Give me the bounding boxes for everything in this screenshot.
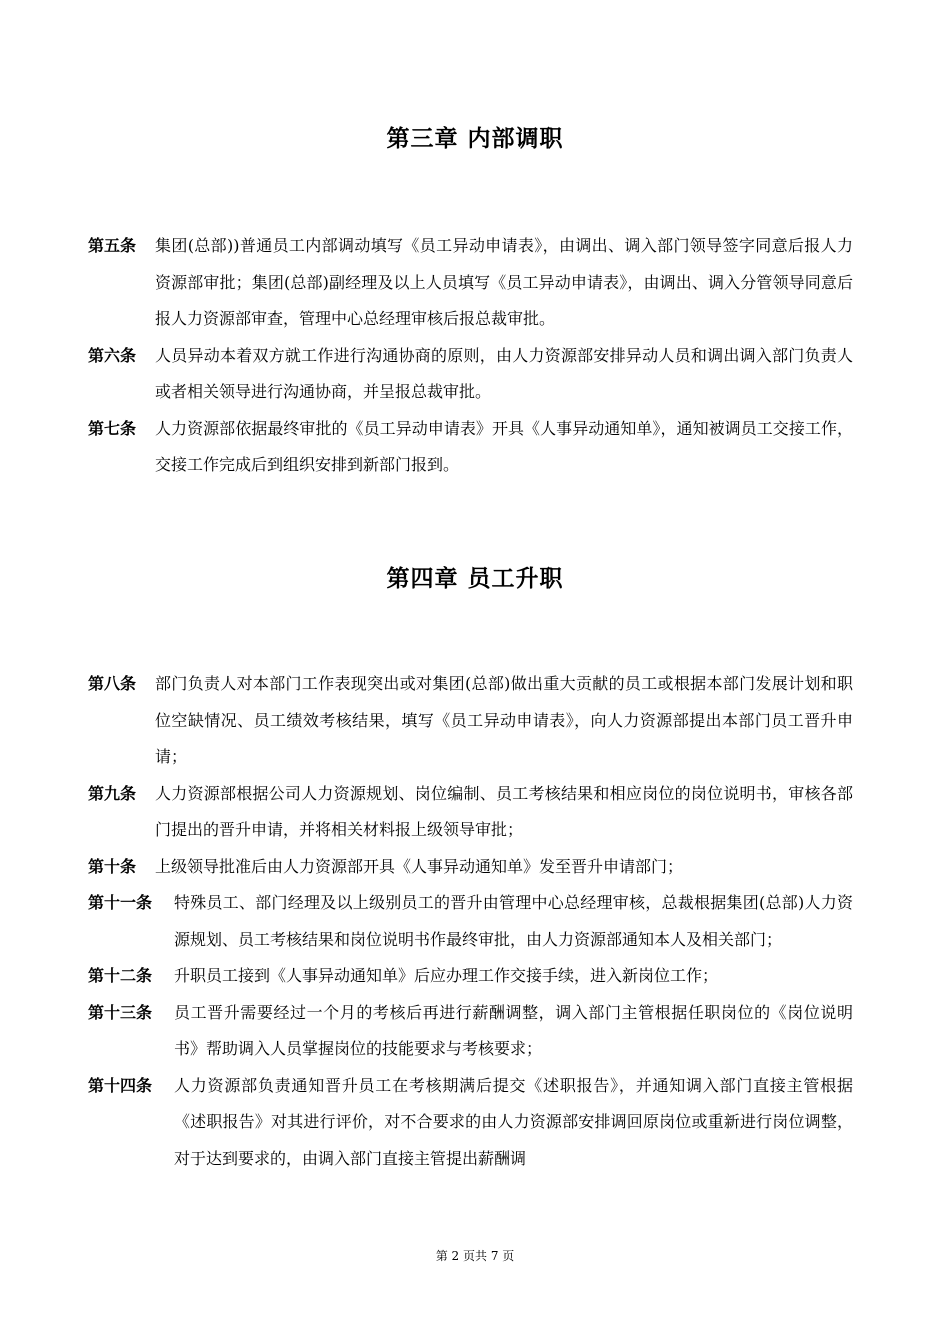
article-6 (88, 338, 853, 411)
chapter-four-title: 第四章 员工升职 (386, 566, 564, 592)
article-7 (88, 411, 853, 484)
article-text: 员工晋升需要经过一个月的考核后再进行薪酬调整，调入部门主管根据任职岗位的《岗位说明书》帮助调入人员掌握岗位的技能要求与考核要求； (174, 1002, 853, 1058)
article-label: 第六条 (88, 345, 137, 365)
chapter-three-title: 第三章 内部调职 (386, 126, 564, 152)
article-14 (88, 1068, 853, 1178)
chapter-four-articles (88, 666, 853, 1177)
article-13 (88, 995, 853, 1068)
article-10 (88, 849, 853, 886)
article-5 (88, 228, 853, 338)
article-11 (88, 885, 853, 958)
article-text: 部门负责人对本部门工作表现突出或对集团(总部)做出重大贡献的员工或根据本部门发展计划和职位空缺情况、员工绩效考核结果，填写《员工异动申请表》，向人力资源部提出本部门员工晋升申请； (155, 674, 853, 766)
article-text: 集团(总部))普通员工内部调动填写《员工异动申请表》，由调出、调入部门领导签字同意后报人力资源部审批；集团(总部)副经理及以上人员填写《员工异动申请表》，由调出、调入分管领导同意后报人力资源部审查，管理中心总经理审核后报总裁审批。 (155, 236, 853, 328)
article-12 (88, 958, 853, 995)
article-text: 特殊员工、部门经理及以上级别员工的晋升由管理中心总经理审核，总裁根据集团(总部)人力资源规划、员工考核结果和岗位说明书作最终审批，由人力资源部通知本人及相关部门； (174, 893, 853, 949)
article-8 (88, 666, 853, 776)
article-label: 第八条 (88, 674, 137, 693)
article-9 (88, 776, 853, 849)
article-label: 第十三条 (88, 1002, 153, 1022)
article-label: 第九条 (88, 783, 137, 803)
article-text: 人力资源部依据最终审批的《员工异动申请表》开具《人事异动通知单》，通知被调员工交接工作，交接工作完成后到组织安排到新部门报到。 (155, 418, 853, 474)
article-label: 第十一条 (88, 893, 153, 912)
article-label: 第五条 (88, 236, 137, 255)
article-label: 第十条 (88, 856, 137, 876)
chapter-three-articles (88, 228, 853, 484)
article-text: 人力资源部根据公司人力资源规划、岗位编制、员工考核结果和相应岗位的岗位说明书，审核各部门提出的晋升申请，并将相关材料报上级领导审批； (155, 783, 853, 839)
article-label: 第十二条 (88, 966, 153, 985)
article-text: 升职员工接到《人事异动通知单》后应办理工作交接手续，进入新岗位工作； (174, 966, 719, 985)
article-text: 人员异动本着双方就工作进行沟通协商的原则，由人力资源部安排异动人员和调出调入部门负责人或者相关领导进行沟通协商，并呈报总裁审批。 (155, 345, 853, 401)
article-text: 人力资源部负责通知晋升员工在考核期满后提交《述职报告》，并通知调入部门直接主管根据《述职报告》对其进行评价，对不合要求的由人力资源部安排调回原岗位或重新进行岗位调整，对于达到要求的，由调入部门直接主管提出薪酬调 (174, 1075, 853, 1168)
article-label: 第七条 (88, 418, 137, 438)
article-text: 上级领导批准后由人力资源部开具《人事异动通知单》发至晋升申请部门； (155, 856, 684, 876)
article-label: 第十四条 (88, 1075, 153, 1095)
page-footer: 第 2 页共 7 页 (435, 1249, 515, 1263)
